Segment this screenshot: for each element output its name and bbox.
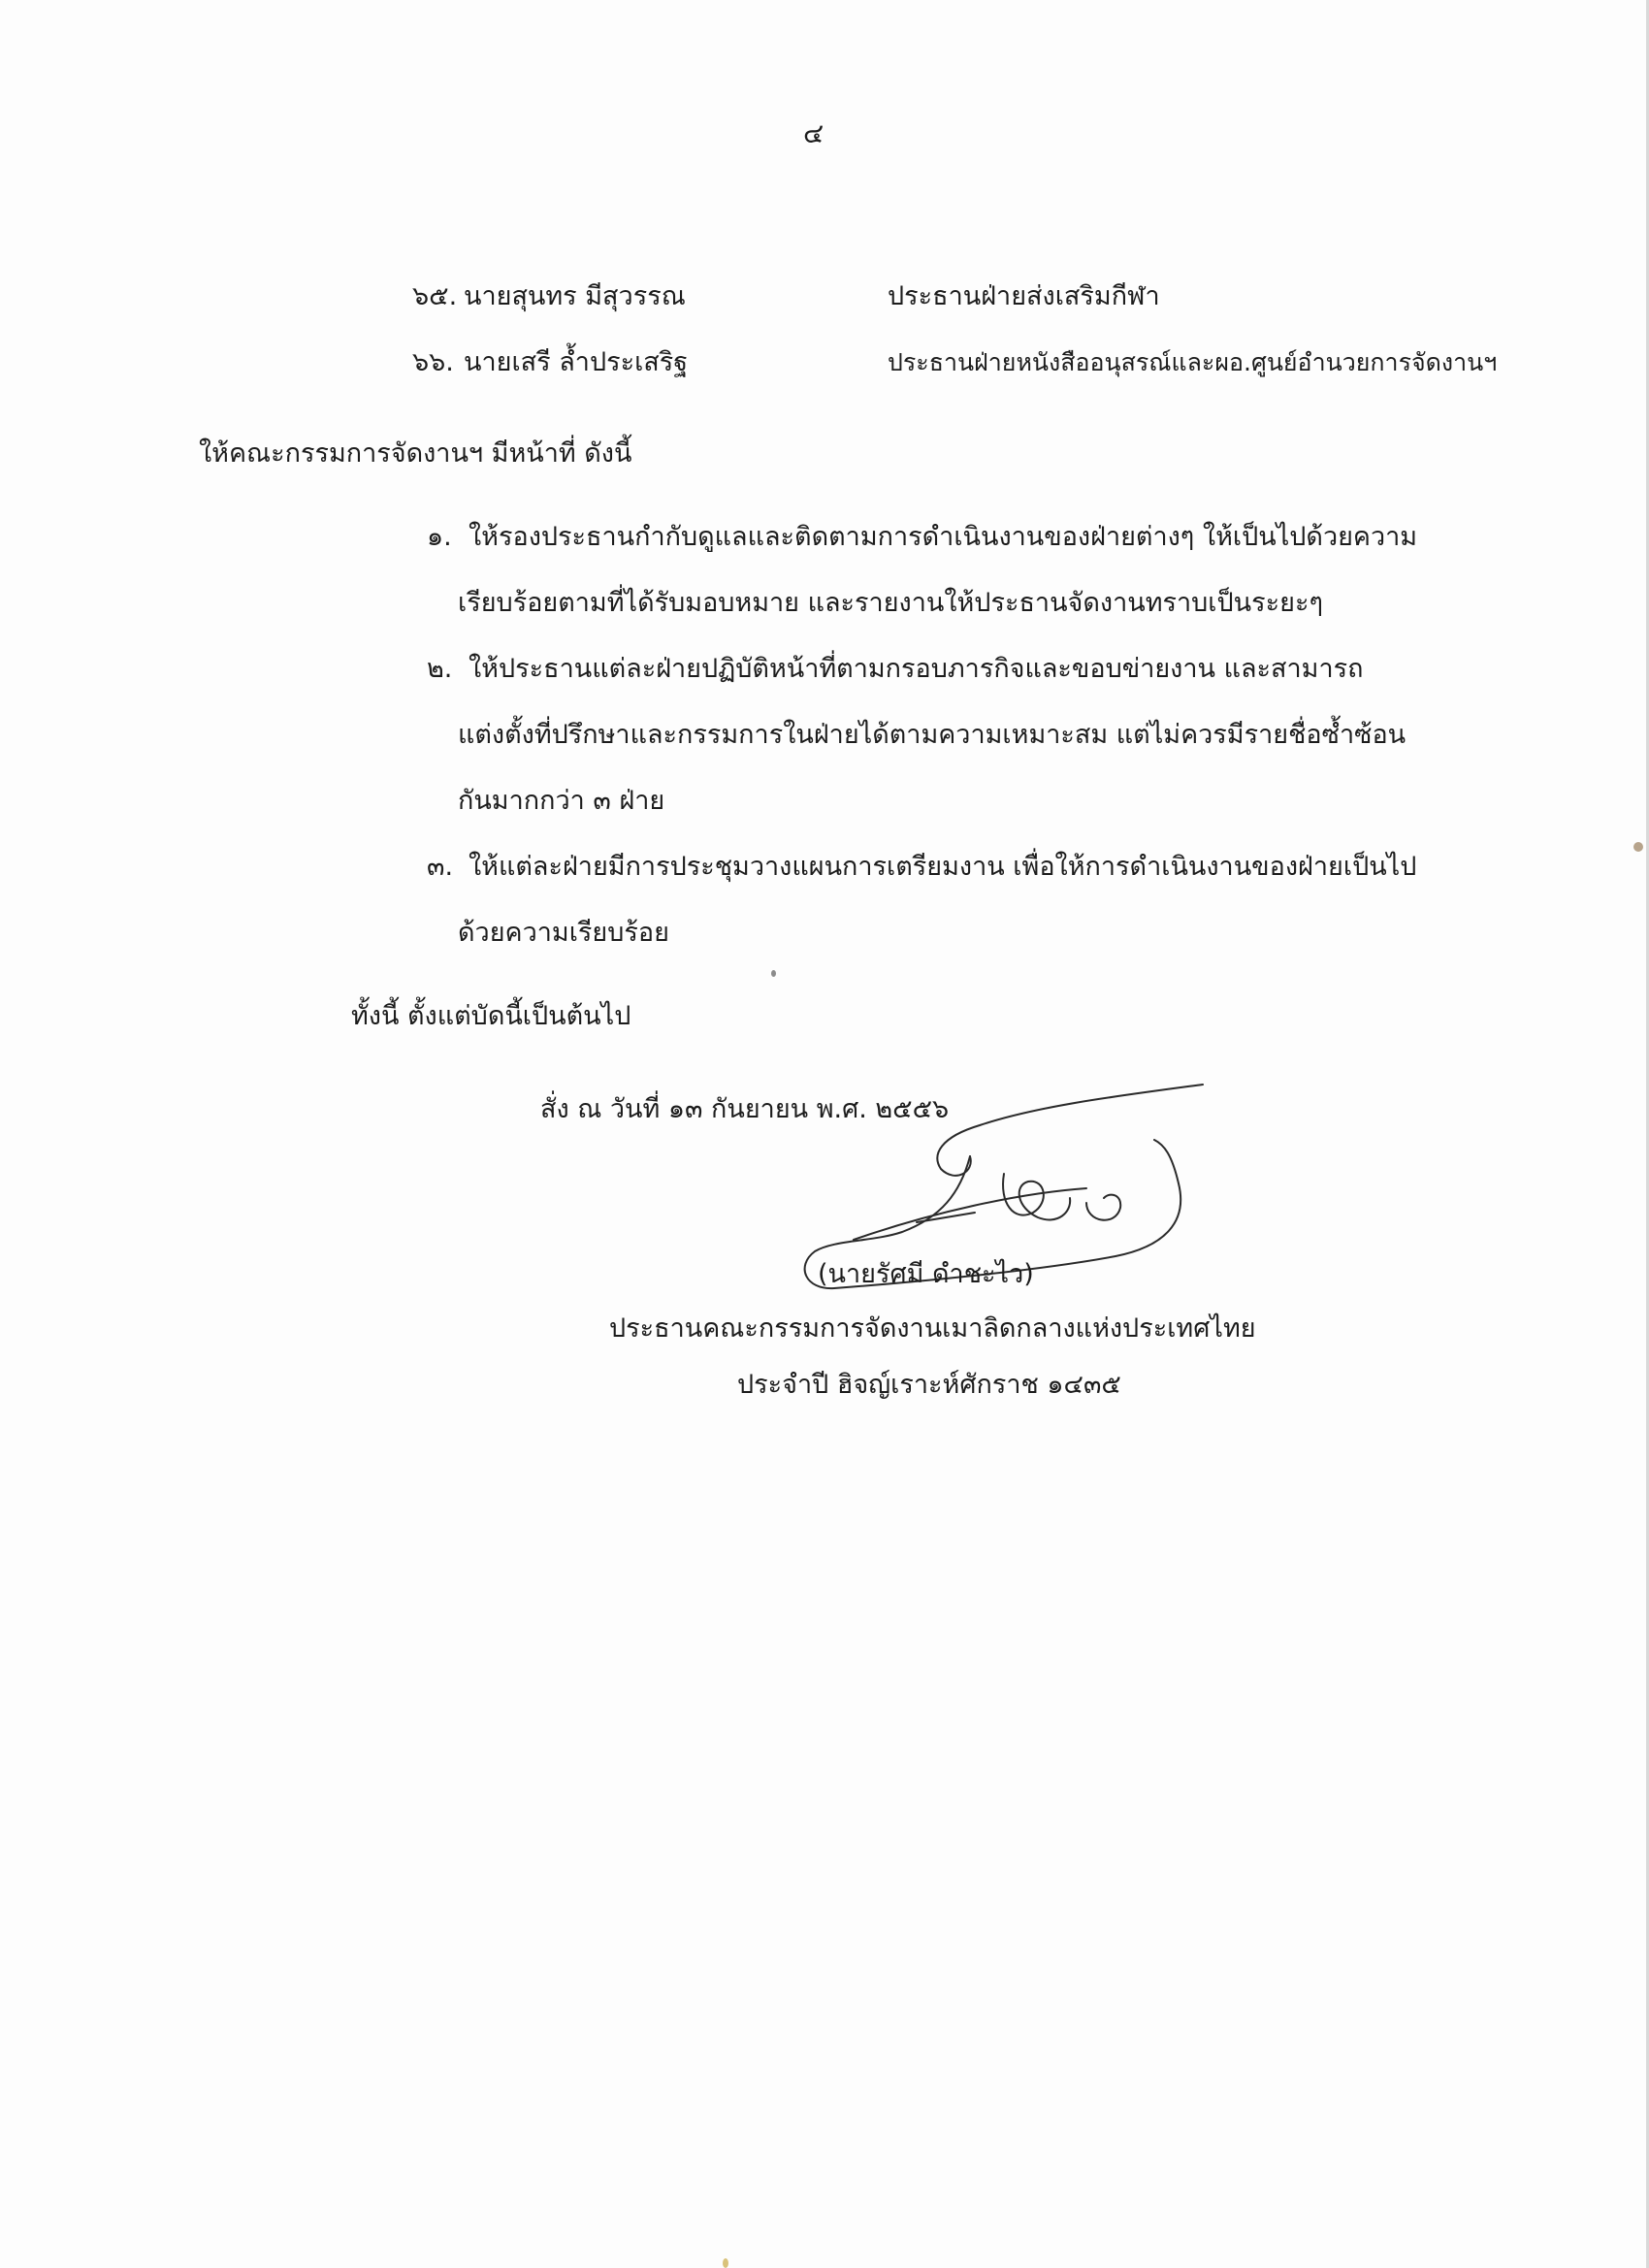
duty-line: เรียบร้อยตามที่ได้รับมอบหมาย และรายงานให้ประธานจัดงานทราบเป็นระยะๆ xyxy=(458,588,1323,618)
paper-speck xyxy=(771,970,776,977)
duty-line: ให้แต่ละฝ่ายมีการประชุมวางแผนการเตรียมงาน เพื่อให้การดำเนินงานของฝ่ายเป็นไป xyxy=(469,852,1417,882)
paper-speck xyxy=(1633,842,1643,852)
member-number: ๖๖. xyxy=(412,347,454,377)
duty-number: ๑. xyxy=(427,522,452,552)
signature-stroke xyxy=(1086,1195,1120,1220)
signer-term: ประจำปี ฮิจญ์เราะห์ศักราช ๑๔๓๕ xyxy=(737,1370,1121,1400)
duty-line: ให้ประธานแต่ละฝ่ายปฏิบัติหน้าที่ตามกรอบภารกิจและขอบข่ายงาน และสามารถ xyxy=(469,654,1364,684)
paper-speck xyxy=(723,2258,728,2268)
duty-line: แต่งตั้งที่ปรึกษาและกรรมการในฝ่ายได้ตามความเหมาะสม แต่ไม่ควรมีรายชื่อซ้ำซ้อน xyxy=(458,720,1406,750)
duty-line: กันมากกว่า ๓ ฝ่าย xyxy=(458,786,665,816)
member-position: ประธานฝ่ายหนังสืออนุสรณ์และผอ.ศูนย์อำนวยการจัดงานฯ xyxy=(888,348,1498,376)
signer-title: ประธานคณะกรรมการจัดงานเมาลิดกลางแห่งประเทศไทย xyxy=(609,1313,1256,1344)
signature-stroke xyxy=(937,1085,1203,1176)
order-date: สั่ง ณ วันที่ ๑๓ กันยายน พ.ศ. ๒๕๕๖ xyxy=(540,1094,950,1124)
member-position: ประธานฝ่ายส่งเสริมกีฬา xyxy=(888,281,1160,311)
signer-name: (นายรัศมี ดำชะไว) xyxy=(818,1259,1034,1289)
member-name: นายสุนทร มีสุวรรณ xyxy=(464,281,686,311)
duty-line: ด้วยความเรียบร้อย xyxy=(458,918,669,948)
member-name: นายเสรี ล้ำประเสริฐ xyxy=(464,347,689,377)
page-number: ๔ xyxy=(803,117,824,149)
effective-statement: ทั้งนี้ ตั้งแต่บัดนี้เป็นต้นไป xyxy=(351,1001,631,1031)
duty-number: ๓. xyxy=(427,852,454,882)
duties-intro: ให้คณะกรรมการจัดงานฯ มีหน้าที่ ดังนี้ xyxy=(199,438,632,469)
duty-line: ให้รองประธานกำกับดูแลและติดตามการดำเนินงานของฝ่ายต่างๆ ให้เป็นไปด้วยความ xyxy=(469,522,1418,552)
duty-number: ๒. xyxy=(427,654,453,684)
member-number: ๖๕. xyxy=(412,281,458,311)
